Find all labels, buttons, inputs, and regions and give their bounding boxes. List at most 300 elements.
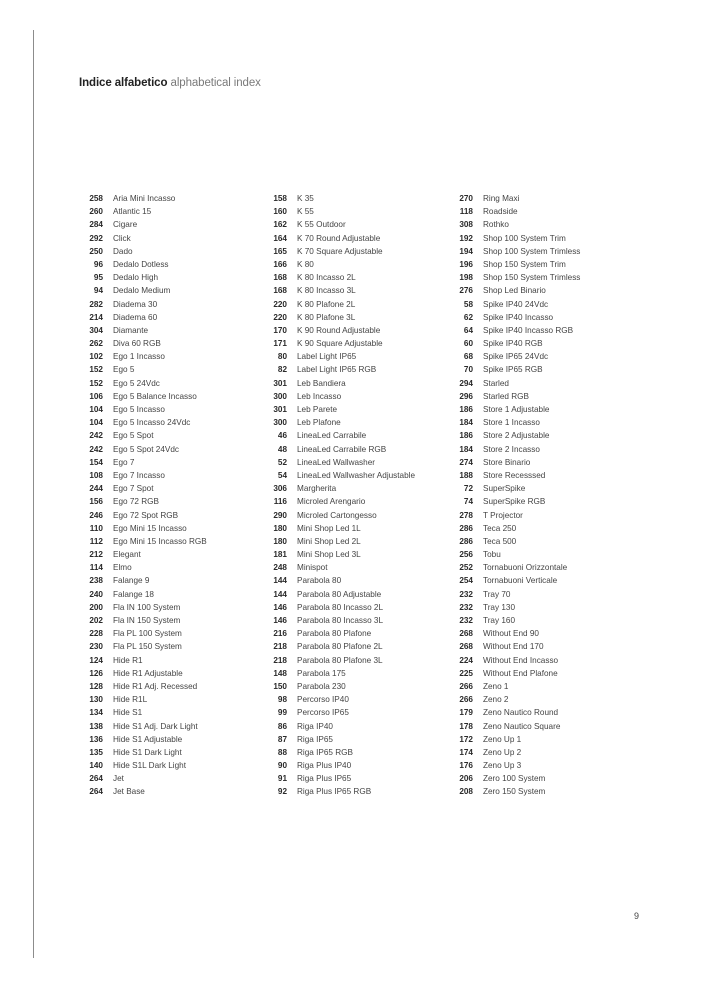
entry-product-name: Hide S1 — [113, 708, 143, 718]
index-entry — [449, 271, 639, 284]
entry-product-name: Shop 100 System Trimless — [483, 246, 581, 256]
entry-product-name: Store Binario — [483, 457, 531, 467]
entry-page-number: 286 — [459, 523, 473, 533]
index-entry — [79, 746, 269, 759]
entry-page-number: 240 — [89, 589, 103, 599]
index-entry — [79, 640, 269, 653]
entry-page-number: 228 — [89, 629, 103, 639]
index-entry — [79, 324, 269, 337]
entry-page-number: 110 — [89, 523, 103, 533]
entry-page-number: 290 — [273, 510, 287, 520]
entry-product-name: Zeno Nautico Round — [483, 708, 559, 718]
entry-page-number: 138 — [89, 721, 103, 731]
entry-product-name: Shop Led Binario — [483, 286, 546, 296]
entry-product-name: K 55 — [297, 207, 314, 217]
entry-page-number: 152 — [89, 378, 103, 388]
index-entry — [79, 522, 269, 535]
index-entry — [449, 232, 639, 245]
entry-product-name: Hide S1 Adjustable — [113, 734, 183, 744]
index-entry — [263, 640, 453, 653]
entry-page-number: 220 — [273, 299, 287, 309]
index-entry — [263, 456, 453, 469]
entry-product-name: Diamante — [113, 325, 149, 335]
entry-page-number: 166 — [273, 259, 287, 269]
entry-product-name: T Projector — [483, 510, 523, 520]
entry-page-number: 106 — [89, 391, 103, 401]
entry-page-number: 118 — [459, 207, 473, 217]
entry-page-number: 264 — [89, 774, 103, 784]
index-entry — [449, 298, 639, 311]
entry-product-name: Ego 7 Spot — [113, 484, 154, 494]
entry-page-number: 136 — [89, 734, 103, 744]
index-entry — [449, 693, 639, 706]
entry-page-number: 188 — [459, 470, 473, 480]
entry-page-number: 70 — [463, 365, 473, 375]
entry-product-name: Zeno Nautico Square — [483, 721, 561, 731]
index-entry — [79, 627, 269, 640]
entry-product-name: Margherita — [297, 484, 337, 494]
entry-product-name: Teca 250 — [483, 523, 517, 533]
index-entry — [263, 232, 453, 245]
entry-product-name: K 70 Square Adjustable — [297, 246, 383, 256]
entry-product-name: Microled Arengario — [297, 497, 366, 507]
index-entry — [79, 574, 269, 587]
entry-product-name: Ego 5 Spot 24Vdc — [113, 444, 180, 454]
entry-product-name: Ring Maxi — [483, 194, 520, 203]
entry-page-number: 184 — [459, 444, 473, 454]
margin-rule — [33, 30, 34, 958]
entry-page-number: 214 — [89, 312, 103, 322]
index-entry — [263, 785, 453, 798]
entry-page-number: 194 — [459, 246, 473, 256]
entry-product-name: Shop 150 System Trimless — [483, 273, 581, 283]
index-entry — [263, 298, 453, 311]
entry-page-number: 95 — [93, 273, 103, 283]
entry-product-name: Store 2 Adjustable — [483, 431, 550, 441]
entry-product-name: LineaLed Carrabile — [297, 431, 367, 441]
index-entry — [79, 495, 269, 508]
entry-page-number: 218 — [273, 655, 287, 665]
index-entry — [79, 403, 269, 416]
index-entry — [449, 482, 639, 495]
index-entry — [449, 456, 639, 469]
entry-product-name: Hide R1 — [113, 655, 143, 665]
entry-product-name: Mini Shop Led 1L — [297, 523, 361, 533]
entry-product-name: Fla PL 150 System — [113, 642, 182, 652]
entry-product-name: Tray 70 — [483, 589, 511, 599]
entry-product-name: Store 2 Incasso — [483, 444, 540, 454]
entry-product-name: Starled — [483, 378, 509, 388]
entry-product-name: Ego 5 Spot — [113, 431, 154, 441]
entry-page-number: 87 — [277, 734, 287, 744]
entry-product-name: K 90 Square Adjustable — [297, 339, 383, 349]
index-entry — [449, 350, 639, 363]
index-entry — [263, 324, 453, 337]
entry-page-number: 172 — [459, 734, 473, 744]
index-entry — [449, 588, 639, 601]
index-entry — [449, 785, 639, 798]
entry-page-number: 88 — [277, 747, 287, 757]
entry-product-name: Spike IP40 Incasso RGB — [483, 325, 574, 335]
index-entry — [79, 733, 269, 746]
entry-product-name: Riga IP40 — [297, 721, 333, 731]
entry-product-name: Parabola 80 — [297, 576, 342, 586]
page-title — [79, 77, 261, 89]
entry-product-name: Without End 90 — [483, 629, 539, 639]
index-entry — [79, 205, 269, 218]
entry-product-name: Hide S1L Dark Light — [113, 761, 186, 771]
entry-product-name: Without End Incasso — [483, 655, 559, 665]
entry-product-name: Diadema 30 — [113, 299, 158, 309]
index-entry — [263, 429, 453, 442]
entry-page-number: 150 — [273, 681, 287, 691]
entry-product-name: Without End Plafone — [483, 668, 558, 678]
entry-product-name: Hide R1 Adj. Recessed — [113, 681, 198, 691]
entry-page-number: 186 — [459, 405, 473, 414]
index-entry — [263, 192, 453, 205]
index-entry — [263, 482, 453, 495]
entry-page-number: 146 — [273, 616, 287, 625]
entry-product-name: Store 1 Incasso — [483, 418, 540, 428]
entry-product-name: Hide R1 Adjustable — [113, 668, 183, 678]
index-entry — [449, 535, 639, 548]
entry-page-number: 238 — [89, 576, 103, 586]
index-entry — [449, 627, 639, 640]
entry-product-name: K 70 Round Adjustable — [297, 233, 381, 243]
entry-page-number: 294 — [459, 378, 473, 388]
entry-page-number: 158 — [273, 194, 287, 203]
index-entry — [449, 772, 639, 785]
entry-page-number: 82 — [277, 365, 287, 375]
index-entry — [263, 363, 453, 376]
index-entry — [263, 311, 453, 324]
index-entry — [79, 443, 269, 456]
entry-product-name: Jet Base — [113, 787, 145, 797]
entry-product-name: Spike IP65 RGB — [483, 365, 543, 375]
index-entry — [449, 601, 639, 614]
entry-product-name: LineaLed Wallwasher Adjustable — [297, 470, 416, 480]
entry-page-number: 99 — [277, 708, 287, 718]
entry-page-number: 48 — [277, 444, 287, 454]
entry-product-name: Ego 7 Incasso — [113, 470, 165, 480]
index-entry — [263, 706, 453, 719]
index-entry — [263, 733, 453, 746]
entry-page-number: 286 — [459, 536, 473, 546]
entry-page-number: 270 — [459, 194, 473, 203]
index-entry — [449, 759, 639, 772]
entry-product-name: Ego 5 Balance Incasso — [113, 391, 197, 401]
entry-page-number: 94 — [93, 286, 103, 296]
index-entry — [449, 720, 639, 733]
index-entry — [449, 654, 639, 667]
entry-product-name: Shop 100 System Trim — [483, 233, 566, 243]
index-entry — [263, 720, 453, 733]
index-entry — [263, 548, 453, 561]
entry-product-name: Spike IP40 RGB — [483, 339, 543, 349]
entry-page-number: 116 — [273, 497, 287, 507]
entry-product-name: Hide S1 Adj. Dark Light — [113, 721, 198, 731]
entry-page-number: 60 — [463, 339, 473, 349]
entry-product-name: Riga Plus IP65 RGB — [297, 787, 372, 797]
entry-product-name: Hide S1 Dark Light — [113, 747, 182, 757]
entry-product-name: Parabola 230 — [297, 681, 346, 691]
index-entry — [449, 706, 639, 719]
entry-page-number: 54 — [277, 470, 287, 480]
entry-product-name: Falange 9 — [113, 576, 150, 586]
entry-page-number: 248 — [273, 563, 287, 573]
index-entry — [449, 640, 639, 653]
entry-product-name: Riga Plus IP40 — [297, 761, 352, 771]
index-entry — [449, 614, 639, 627]
entry-product-name: Microled Cartongesso — [297, 510, 377, 520]
entry-page-number: 152 — [89, 365, 103, 375]
index-entry — [263, 680, 453, 693]
entry-page-number: 104 — [89, 405, 103, 414]
entry-page-number: 144 — [273, 576, 287, 586]
entry-product-name: Riga IP65 RGB — [297, 747, 353, 757]
entry-page-number: 186 — [459, 431, 473, 441]
entry-page-number: 225 — [459, 668, 473, 678]
index-entry — [449, 377, 639, 390]
index-entry — [263, 416, 453, 429]
entry-product-name: Store 1 Adjustable — [483, 405, 550, 414]
entry-page-number: 266 — [459, 695, 473, 705]
index-entry — [449, 337, 639, 350]
index-entry — [263, 509, 453, 522]
index-entry — [449, 205, 639, 218]
entry-product-name: Tornabuoni Orizzontale — [483, 563, 568, 573]
entry-page-number: 144 — [273, 589, 287, 599]
index-entry — [79, 377, 269, 390]
entry-product-name: Riga IP65 — [297, 734, 333, 744]
entry-product-name: Roadside — [483, 207, 518, 217]
page-number: 9 — [634, 911, 640, 921]
index-entry — [263, 654, 453, 667]
entry-page-number: 232 — [459, 602, 473, 612]
entry-page-number: 242 — [89, 444, 103, 454]
entry-page-number: 91 — [277, 774, 287, 784]
entry-product-name: Elegant — [113, 550, 141, 560]
entry-page-number: 232 — [459, 589, 473, 599]
entry-product-name: Parabola 80 Plafone 3L — [297, 655, 383, 665]
entry-product-name: SuperSpike — [483, 484, 526, 494]
entry-product-name: Ego Mini 15 Incasso RGB — [113, 536, 207, 546]
entry-page-number: 140 — [89, 761, 103, 771]
entry-page-number: 200 — [89, 602, 103, 612]
entry-product-name: Parabola 80 Incasso 3L — [297, 616, 384, 625]
entry-product-name: Tornabuoni Verticale — [483, 576, 558, 586]
entry-page-number: 92 — [277, 787, 287, 797]
entry-page-number: 72 — [463, 484, 473, 494]
entry-product-name: Zeno Up 2 — [483, 747, 522, 757]
entry-page-number: 306 — [273, 484, 287, 494]
entry-page-number: 268 — [459, 642, 473, 652]
index-entry — [263, 390, 453, 403]
entry-page-number: 301 — [273, 405, 287, 414]
index-entry — [449, 403, 639, 416]
entry-page-number: 162 — [273, 220, 287, 230]
entry-product-name: Tray 130 — [483, 602, 516, 612]
index-entry — [79, 416, 269, 429]
index-entry — [79, 337, 269, 350]
title-italian: Indice alfabetico — [79, 77, 168, 89]
entry-product-name: K 80 Plafone 2L — [297, 299, 356, 309]
entry-product-name: Elmo — [113, 563, 132, 573]
entry-product-name: Aria Mini Incasso — [113, 194, 176, 203]
index-column-2 — [263, 192, 453, 799]
entry-page-number: 181 — [273, 550, 287, 560]
entry-product-name: Ego 72 RGB — [113, 497, 159, 507]
index-entry — [79, 680, 269, 693]
entry-page-number: 220 — [273, 312, 287, 322]
entry-product-name: Mini Shop Led 2L — [297, 536, 361, 546]
entry-product-name: Fla IN 150 System — [113, 616, 181, 625]
entry-page-number: 124 — [89, 655, 103, 665]
entry-product-name: Dedalo Medium — [113, 286, 171, 296]
index-entry — [449, 258, 639, 271]
index-entry — [79, 218, 269, 231]
index-entry — [79, 284, 269, 297]
index-entry — [263, 245, 453, 258]
entry-page-number: 168 — [273, 286, 287, 296]
entry-page-number: 282 — [89, 299, 103, 309]
index-entry — [449, 192, 639, 205]
entry-product-name: Dedalo High — [113, 273, 159, 283]
index-entry — [263, 574, 453, 587]
entry-product-name: LineaLed Carrabile RGB — [297, 444, 387, 454]
entry-page-number: 168 — [273, 273, 287, 283]
index-entry — [263, 258, 453, 271]
entry-page-number: 126 — [89, 668, 103, 678]
index-entry — [79, 667, 269, 680]
index-entry — [263, 667, 453, 680]
entry-page-number: 308 — [459, 220, 473, 230]
entry-product-name: K 80 Incasso 2L — [297, 273, 356, 283]
index-entry — [449, 245, 639, 258]
entry-page-number: 180 — [273, 536, 287, 546]
entry-product-name: Shop 150 System Trim — [483, 259, 566, 269]
index-entry — [263, 218, 453, 231]
index-entry — [79, 456, 269, 469]
index-entry — [79, 390, 269, 403]
entry-page-number: 174 — [459, 747, 473, 757]
entry-product-name: Zeno Up 3 — [483, 761, 522, 771]
entry-page-number: 260 — [89, 207, 103, 217]
index-entry — [79, 772, 269, 785]
index-entry — [449, 509, 639, 522]
index-entry — [449, 284, 639, 297]
entry-page-number: 52 — [277, 457, 287, 467]
entry-page-number: 98 — [277, 695, 287, 705]
entry-page-number: 156 — [89, 497, 103, 507]
entry-page-number: 184 — [459, 418, 473, 428]
index-entry — [79, 509, 269, 522]
index-entry — [79, 614, 269, 627]
index-entry — [449, 469, 639, 482]
entry-product-name: Parabola 80 Incasso 2L — [297, 602, 384, 612]
entry-product-name: Diva 60 RGB — [113, 339, 161, 349]
entry-product-name: Ego Mini 15 Incasso — [113, 523, 187, 533]
index-entry — [449, 522, 639, 535]
entry-product-name: Fla IN 100 System — [113, 602, 181, 612]
entry-page-number: 300 — [273, 391, 287, 401]
entry-product-name: Spike IP40 Incasso — [483, 312, 554, 322]
entry-page-number: 274 — [459, 457, 473, 467]
entry-page-number: 232 — [459, 616, 473, 625]
entry-product-name: Falange 18 — [113, 589, 154, 599]
index-entry — [263, 522, 453, 535]
entry-product-name: Leb Plafone — [297, 418, 341, 428]
entry-page-number: 292 — [89, 233, 103, 243]
entry-page-number: 208 — [459, 787, 473, 797]
entry-product-name: Zeno 2 — [483, 695, 509, 705]
entry-page-number: 62 — [463, 312, 473, 322]
entry-page-number: 268 — [459, 629, 473, 639]
entry-product-name: LineaLed Wallwasher — [297, 457, 375, 467]
index-entry — [79, 429, 269, 442]
entry-product-name: Zero 150 System — [483, 787, 546, 797]
entry-page-number: 135 — [89, 747, 103, 757]
entry-product-name: Leb Parete — [297, 405, 338, 414]
entry-page-number: 68 — [463, 352, 473, 362]
index-entry — [263, 772, 453, 785]
index-entry — [449, 429, 639, 442]
entry-product-name: Atlantic 15 — [113, 207, 152, 217]
index-entry — [79, 561, 269, 574]
entry-page-number: 192 — [459, 233, 473, 243]
entry-page-number: 230 — [89, 642, 103, 652]
index-entry — [449, 324, 639, 337]
index-entry — [79, 654, 269, 667]
index-entry — [449, 390, 639, 403]
entry-product-name: Zeno 1 — [483, 681, 509, 691]
entry-page-number: 246 — [89, 510, 103, 520]
entry-page-number: 276 — [459, 286, 473, 296]
index-entry — [79, 469, 269, 482]
index-entry — [263, 284, 453, 297]
entry-page-number: 102 — [89, 352, 103, 362]
entry-page-number: 90 — [277, 761, 287, 771]
entry-product-name: Teca 500 — [483, 536, 517, 546]
entry-product-name: SuperSpike RGB — [483, 497, 546, 507]
entry-product-name: Zeno Up 1 — [483, 734, 522, 744]
entry-page-number: 252 — [459, 563, 473, 573]
entry-page-number: 64 — [463, 325, 473, 335]
entry-page-number: 165 — [273, 246, 287, 256]
entry-page-number: 242 — [89, 431, 103, 441]
index-entry — [79, 192, 269, 205]
entry-page-number: 304 — [89, 325, 103, 335]
entry-page-number: 300 — [273, 418, 287, 428]
entry-product-name: K 55 Outdoor — [297, 220, 346, 230]
entry-product-name: Ego 5 — [113, 365, 135, 375]
entry-page-number: 216 — [273, 629, 287, 639]
entry-product-name: Percorso IP65 — [297, 708, 349, 718]
index-entry — [79, 245, 269, 258]
title-english: alphabetical index — [170, 77, 261, 89]
entry-product-name: K 90 Round Adjustable — [297, 325, 381, 335]
entry-product-name: Label Light IP65 RGB — [297, 365, 377, 375]
entry-page-number: 104 — [89, 418, 103, 428]
entry-page-number: 128 — [89, 681, 103, 691]
index-entry — [263, 337, 453, 350]
entry-page-number: 170 — [273, 325, 287, 335]
entry-product-name: K 80 — [297, 259, 314, 269]
entry-product-name: Ego 5 Incasso 24Vdc — [113, 418, 191, 428]
entry-product-name: Hide R1L — [113, 695, 148, 705]
index-entry — [79, 258, 269, 271]
entry-page-number: 256 — [459, 550, 473, 560]
